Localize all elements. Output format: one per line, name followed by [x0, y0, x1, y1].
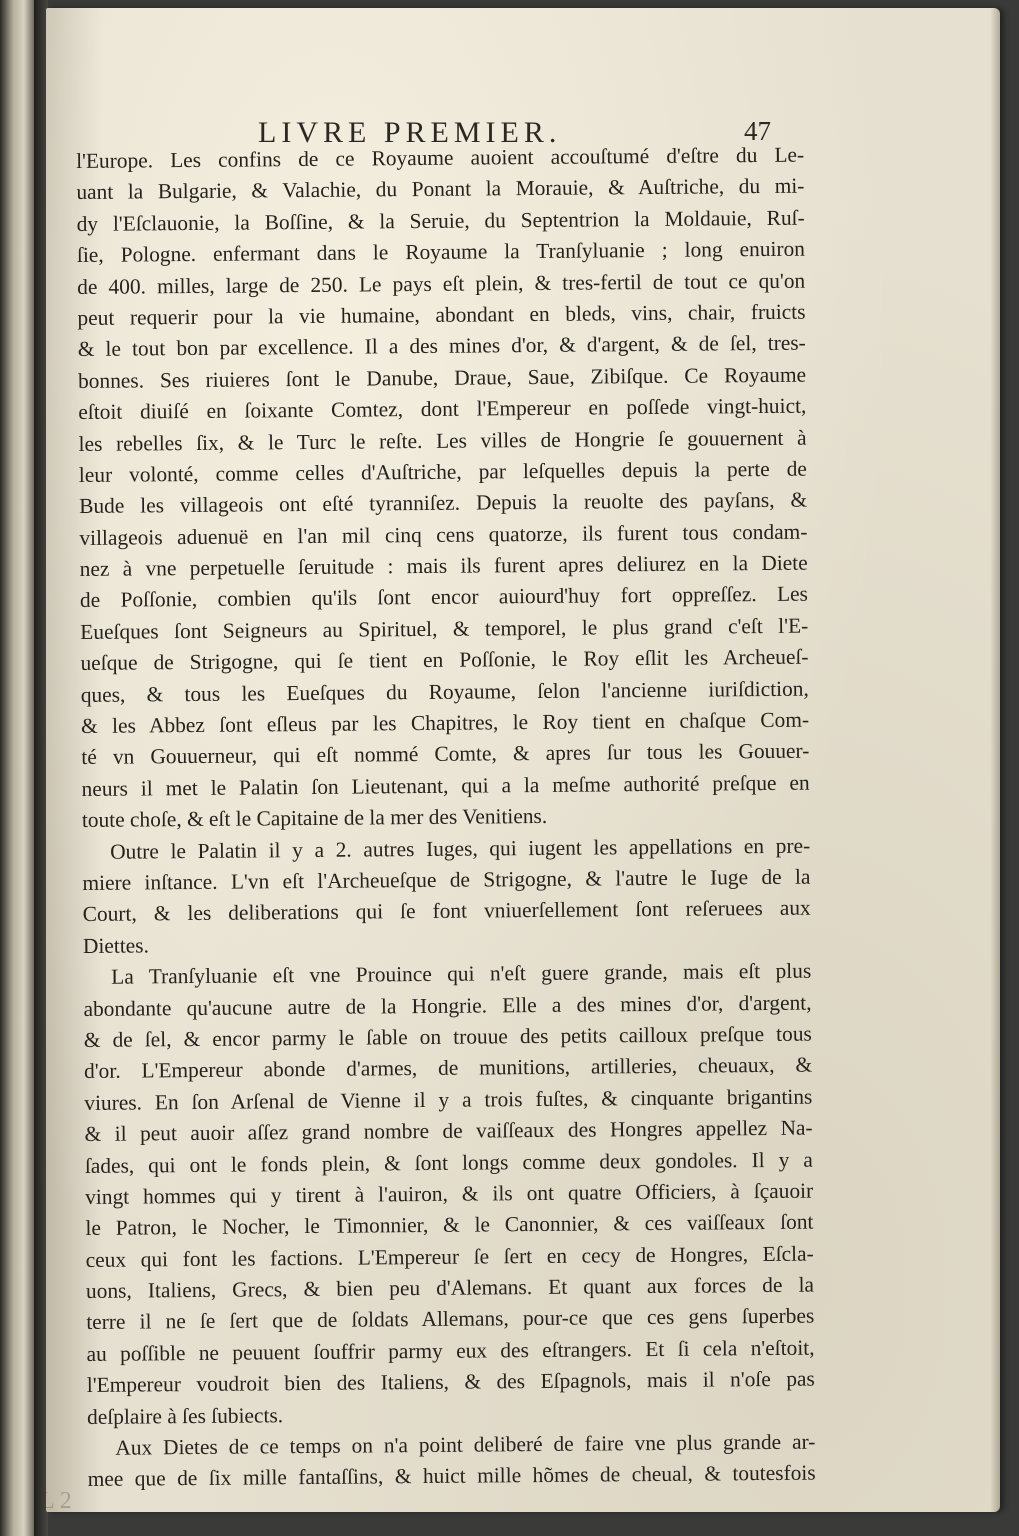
text-line: ſie, Pologne. enfermant dans le Royaume la Tranſyluanie ; long enuiron [76, 236, 806, 268]
text-line: l'Europe. Les confins de ce Royaume auoient accouſtumé d'eſtre du Le- [76, 142, 805, 173]
text-line: Bude les villageois ont eſté tyranniſez. Depuis la reuolte des payſans, & [79, 487, 808, 519]
text-line: Aux Dietes de ce temps on n'a point deliberé de faire vne plus grande ar- [115, 1429, 816, 1460]
body-text [76, 140, 816, 1496]
page-number: 47 [744, 116, 771, 146]
text-line: Diettes. [82, 933, 150, 958]
text-line: de Poſſonie, combien qu'ils ſont encor auiourd'huy fort oppreſſez. Les [79, 582, 809, 613]
text-line: bonnes. Ses riuieres ſont le Danube, Draue, Saue, Zibiſque. Ce Royaume [77, 362, 807, 393]
text-line: de 400. milles, large de 250. Le pays eſt plein, & tres-fertil de tout ce qu'on [77, 268, 806, 299]
text-line: leur volonté, comme celles d'Auſtriche, par leſquelles depuis la perte de [78, 456, 807, 487]
text-line: & il peut auoir aſſez grand nombre de vaiſſeaux des Hongres appellez Na- [84, 1115, 813, 1147]
text-line: viures. En ſon Arſenal de Vienne il y a trois fuſtes, & cinquante brigantins [84, 1084, 813, 1115]
text-line: l'Empereur voudroit bien des Italiens, & des Eſpagnols, mais il n'oſe pas [86, 1366, 815, 1398]
text-line: ques, & tous les Eueſques du Royaume, ſelon l'ancienne iuriſdiction, [80, 676, 809, 707]
text-line: miere inſtance. L'vn eſt l'Archeueſque de Strigogne, & l'autre le Iuge de la [82, 864, 811, 895]
signature-mark: L 2 [40, 1488, 72, 1514]
text-line: eſtoit diuiſé en ſoixante Comtez, dont l'Empereur en poſſede vingt-huict, [78, 393, 807, 425]
text-line: villageois aduenuë en l'an mil cinq cens quatorze, ils furent tous condam- [79, 519, 808, 550]
text-line: ueſque de Strigogne, qui ſe tient en Poſſonie, le Roy eſlit les Archeueſ- [80, 644, 809, 676]
text-line: au poſſible ne peuuent ſouffrir parmy eux des eſtrangers. Et ſi cela n'eſtoit, [86, 1335, 815, 1366]
text-line: ceux qui font les factions. L'Empereur ſe ſert en cecy de Hongres, Eſcla- [85, 1241, 814, 1272]
text-line: dy l'Eſclauonie, la Boſſine, & la Seruie, du Septentrion la Moldauie, Ruſ- [76, 205, 805, 236]
page-edge-shadow [990, 8, 1000, 1512]
text-line: deſplaire à ſes ſubiects. [86, 1402, 284, 1429]
text-line: & le tout bon par excellence. Il a des mines d'or, & d'argent, & de ſel, tres- [77, 330, 806, 362]
text-line: Outre le Palatin il y a 2. autres Iuges, qui iugent les appellations en pre- [110, 833, 811, 864]
text-line: La Tranſyluanie eſt vne Prouince qui n'eſt guere grande, mais eſt plus [111, 958, 812, 989]
text-line: vingt hommes qui y tirent à l'auiron, & ils ont quatre Officiers, à ſçauoir [85, 1178, 814, 1209]
previous-page-edge [0, 0, 34, 1536]
text-line: neurs il met le Palatin ſon Lieutenant, qui a la meſme authorité preſque en [81, 770, 810, 801]
text-line: peut requerir pour la vie humaine, abondant en bleds, vins, chair, fruicts [77, 299, 806, 330]
text-line: toute choſe, & eſt le Capitaine de la mer des Venitiens. [81, 804, 548, 833]
text-line: abondante qu'aucune autre de la Hongrie. Elle a des mines d'or, d'argent, [83, 990, 812, 1021]
text-line: uant la Bulgarie, & Valachie, du Ponant la Morauie, & Auſtriche, du mi- [76, 174, 805, 205]
running-title: LIVRE PREMIER. [258, 116, 562, 149]
text-line: d'or. L'Empereur abonde d'armes, de munitions, artilleries, cheuaux, & [83, 1052, 813, 1084]
text-line: ſades, qui ont le fonds plein, & ſont longs comme deux gondoles. Il y a [84, 1147, 813, 1178]
text-line: uons, Italiens, Grecs, & bien peu d'Alemans. Et quant aux forces de la [85, 1272, 815, 1304]
text-line: & de ſel, & encor parmy le ſable on trouue des petits cailloux preſque tous [83, 1021, 812, 1052]
text-line: le Patron, le Nocher, le Timonnier, & le Canonnier, & ces vaiſſeaux ſont [85, 1209, 814, 1241]
text-line: mee que de ſix mille fantaſſins, & huict mille hõmes de cheual, & toutesfois [87, 1461, 816, 1492]
text-line: Court, & les deliberations qui ſe font vniuerſellement ſont reſeruees aux [82, 895, 811, 927]
text-line: té vn Gouuerneur, qui eſt nommé Comte, & apres ſur tous les Gouuer- [81, 739, 810, 770]
text-line: terre il ne ſe ſert que de ſoldats Allemans, pour-ce que ces gens ſuperbes [86, 1304, 815, 1335]
text-line: les rebelles ſix, & le Turc le reſte. Les villes de Hongrie ſe gouuernent à [78, 425, 807, 456]
book-page [46, 8, 1000, 1512]
text-line: nez à vne perpetuelle ſeruitude : mais ils furent apres deliurez en la Diete [79, 550, 808, 582]
text-line: & les Abbez ſont eſleus par les Chapitres, le Roy tient en chaſque Com- [80, 707, 810, 739]
text-line: Eueſques ſont Seigneurs au Spirituel, & temporel, le plus grand c'eſt l'E- [80, 613, 809, 644]
